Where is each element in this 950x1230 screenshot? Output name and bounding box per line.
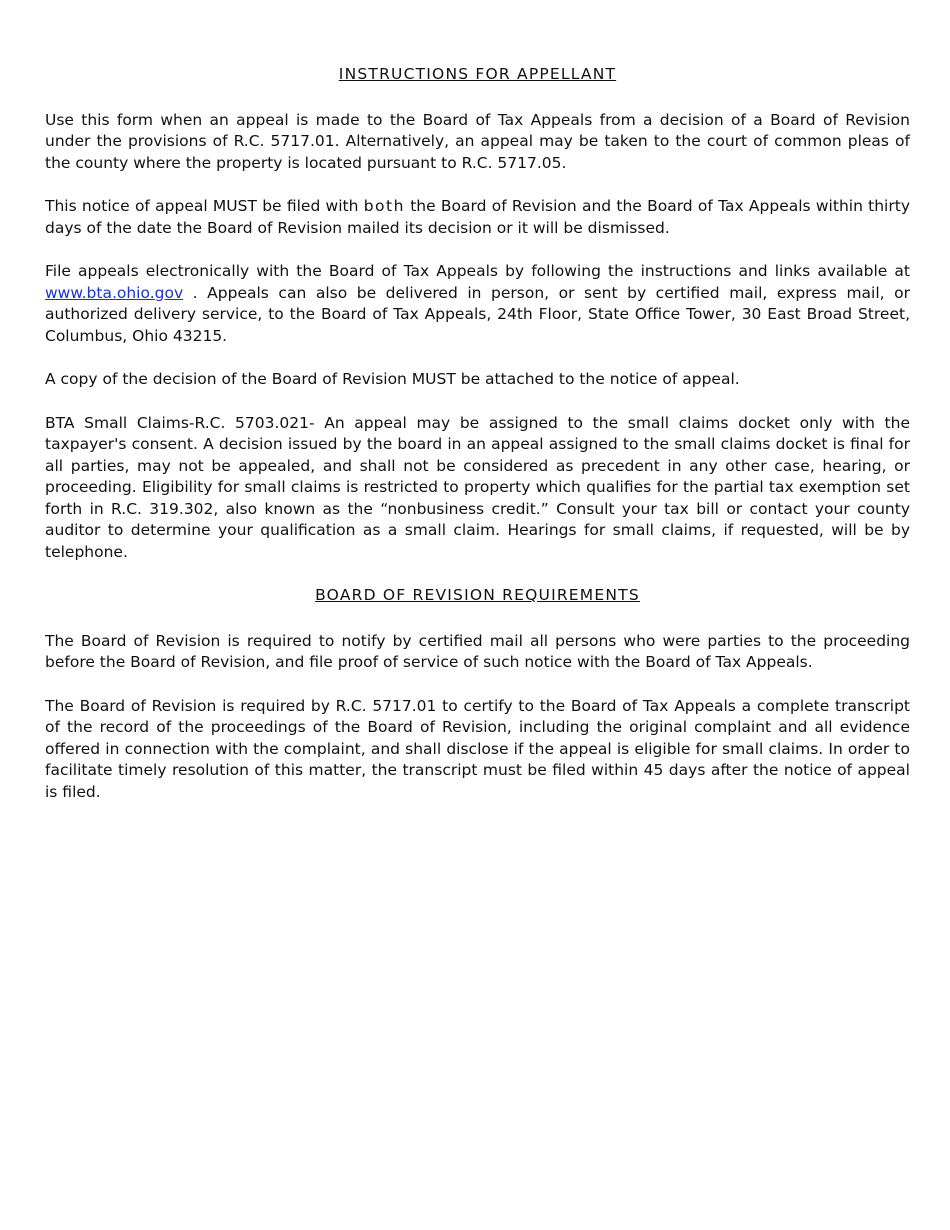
electronic-filing-text-2: . Appeals can also be delivered in person, or sent by certified mail, express mail, or authorized delivery service, to the Board of Tax Appeals, 24th Floor, State Office Tower, 30 East Broad Street, Columbus, Ohio 43215. xyxy=(45,283,910,345)
electronic-filing-text-1: File appeals electronically with the Board of Tax Appeals by following the instructions and links available at xyxy=(45,262,910,280)
paragraph-filing-deadline xyxy=(45,196,910,239)
paragraph-small-claims: BTA Small Claims-R.C. 5703.021- An appeal may be assigned to the small claims docket only with the taxpayer's consent. A decision issued by the board in an appeal assigned to the small claims docket is final for all parties, may not be appealed, and shall not be considered as precedent in any other case, hearing, or proceeding. Eligibility for small claims is restricted to property which qualifies for the partial tax exemption set forth in R.C. 319.302, also known as the “nonbusiness credit.” Consult your tax bill or contact your county auditor to determine your qualification as a small claim. Hearings for small claims, if requested, will be by telephone. xyxy=(45,413,910,561)
paragraph-notify-parties: The Board of Revision is required to notify by certified mail all persons who were parties to the proceeding before the Board of Revision, and file proof of service of such notice with the Board of Tax Appeals. xyxy=(45,631,910,671)
document-page xyxy=(45,64,910,825)
instructions-heading: INSTRUCTIONS FOR APPELLANT xyxy=(338,65,617,83)
bta-website-link[interactable]: www.bta.ohio.gov xyxy=(45,283,184,302)
paragraph-transcript: The Board of Revision is required by R.C. 5717.01 to certify to the Board of Tax Appeals a complete transcript of the record of the proceedings of the Board of Revision, including the original complaint and all evidence offered in connection with the complaint, and shall disclose if the appeal is eligible for small claims. In order to facilitate timely resolution of this matter, the transcript must be filed within 45 days after the notice of appeal is filed. xyxy=(45,696,910,801)
filing-deadline-text-2: the Board of Revision and the Board of Tax Appeals within thirty days of the date the Board of Revision mailed its decision or it will be dismissed. xyxy=(45,197,910,237)
paragraph-form-usage: Use this form when an appeal is made to the Board of Tax Appeals from a decision of a Board of Revision under the provisions of R.C. 5717.01. Alternatively, an appeal may be taken to the court of common pleas of the county where the property is located pursuant to R.C. 5717.05. xyxy=(45,110,910,172)
requirements-heading: BOARD OF REVISION REQUIREMENTS xyxy=(315,586,640,604)
filing-deadline-text-1: This notice of appeal MUST be filed with xyxy=(45,197,364,215)
filing-deadline-emphasis: both xyxy=(363,197,405,215)
paragraph-electronic-filing xyxy=(45,261,910,347)
paragraph-decision-copy: A copy of the decision of the Board of Revision MUST be attached to the notice of appeal. xyxy=(45,370,740,388)
